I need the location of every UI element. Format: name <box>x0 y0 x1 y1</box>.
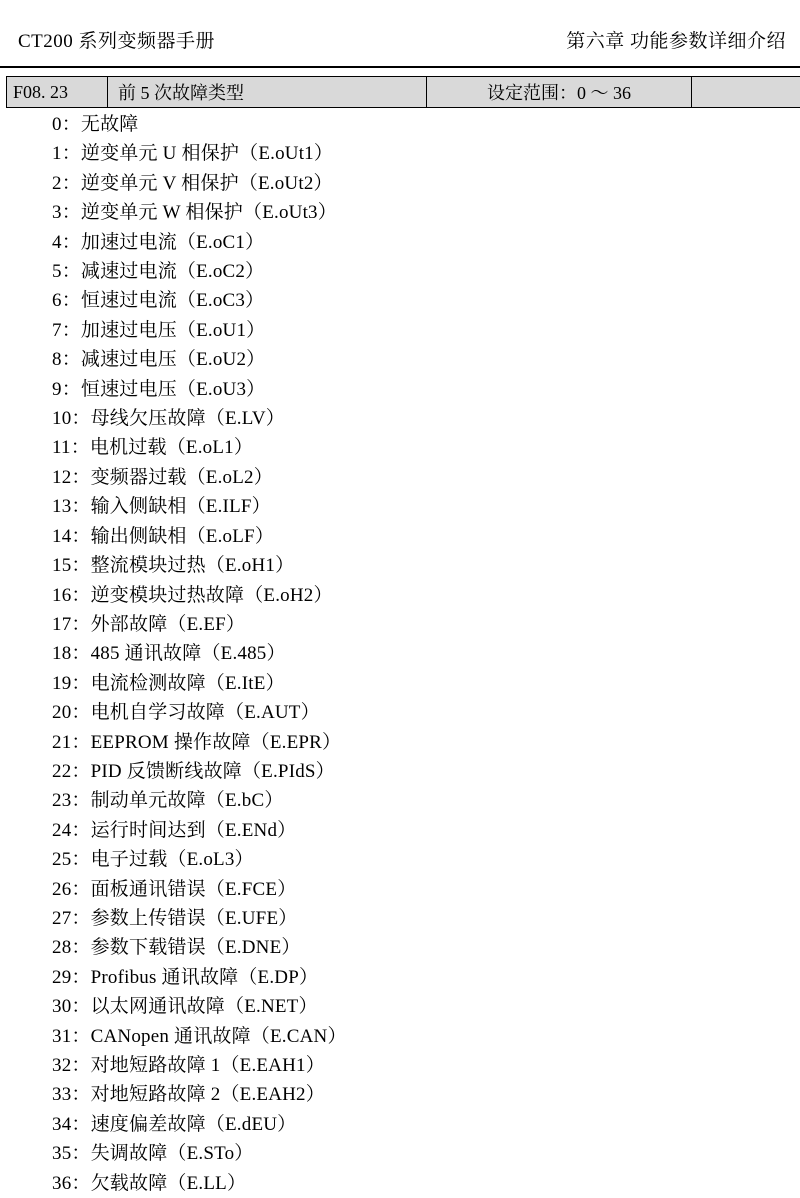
list-item: 15：整流模块过热（E.oH1） <box>52 555 295 577</box>
list-item: 25：电子过载（E.oL3） <box>52 849 254 871</box>
list-item: 2：逆变单元 V 相保护（E.oUt2） <box>52 172 333 194</box>
list-item: 3：逆变单元 W 相保护（E.oUt3） <box>52 202 337 224</box>
list-item: 26：面板通讯错误（E.FCE） <box>52 878 297 900</box>
list-item: 24：运行时间达到（E.ENd） <box>52 819 297 841</box>
list-item: 1：逆变单元 U 相保护（E.oUt1） <box>52 143 334 165</box>
header-divider <box>0 66 800 68</box>
list-item: 12：变频器过载（E.oL2） <box>52 466 273 488</box>
list-item: 21：EEPROM 操作故障（E.EPR） <box>52 731 342 753</box>
list-item: 31：CANopen 通讯故障（E.CAN） <box>52 1025 347 1047</box>
header-manual-title: CT200 系列变频器手册 <box>18 31 216 52</box>
parameter-range-cell: 设定范围：0 ～ 36 <box>427 77 692 108</box>
page-header <box>0 26 800 70</box>
list-item: 35：失调故障（E.STo） <box>52 1143 254 1165</box>
list-item: 8：减速过电压（E.oU2） <box>52 349 266 371</box>
list-item: 6：恒速过电流（E.oC3） <box>52 290 265 312</box>
list-item: 32：对地短路故障 1（E.EAH1） <box>52 1055 325 1076</box>
list-item: 17：外部故障（E.EF） <box>52 613 246 635</box>
list-item: 16：逆变模块过热故障（E.oH2） <box>52 584 333 606</box>
list-item: 30：以太网通讯故障（E.NET） <box>52 996 318 1018</box>
list-item: 36：欠载故障（E.LL） <box>52 1172 247 1194</box>
list-item: 34：速度偏差故障（E.dEU） <box>52 1113 297 1135</box>
parameter-header-table <box>6 76 800 108</box>
list-item: 27：参数上传错误（E.UFE） <box>52 907 298 929</box>
list-item: 10：母线欠压故障（E.LV） <box>52 408 285 430</box>
list-item: 13：输入侧缺相（E.ILF） <box>52 496 271 518</box>
list-item: 11：电机过载（E.oL1） <box>52 437 254 459</box>
parameter-name-cell: 前 5 次故障类型 <box>108 77 427 108</box>
parameter-code-cell: F08. 23 <box>7 77 108 108</box>
list-item: 5：减速过电流（E.oC2） <box>52 261 265 283</box>
list-item: 33：对地短路故障 2（E.EAH2） <box>52 1084 325 1106</box>
list-item: 19：电流检测故障（E.ItE） <box>52 672 285 694</box>
list-item: 23：制动单元故障（E.bC） <box>52 790 284 812</box>
header-chapter-title: 第六章 功能参数详细介绍 <box>566 31 786 52</box>
list-item: 28：参数下载错误（E.DNE） <box>52 937 301 959</box>
list-item: 18：485 通讯故障（E.485） <box>52 643 286 665</box>
parameter-blank-cell <box>692 77 800 108</box>
list-item: 22：PID 反馈断线故障（E.PIdS） <box>52 760 335 782</box>
list-item: 14：输出侧缺相（E.oLF） <box>52 525 275 547</box>
list-item: 0：无故障 <box>52 114 139 135</box>
fault-code-list <box>0 110 800 1198</box>
table-row <box>7 77 800 108</box>
list-item: 9：恒速过电压（E.oU3） <box>52 378 266 400</box>
list-item: 20：电机自学习故障（E.AUT） <box>52 702 320 724</box>
list-item: 7：加速过电压（E.oU1） <box>52 319 266 341</box>
list-item: 4：加速过电流（E.oC1） <box>52 231 265 253</box>
list-item: 29：Profibus 通讯故障（E.DP） <box>52 966 319 988</box>
